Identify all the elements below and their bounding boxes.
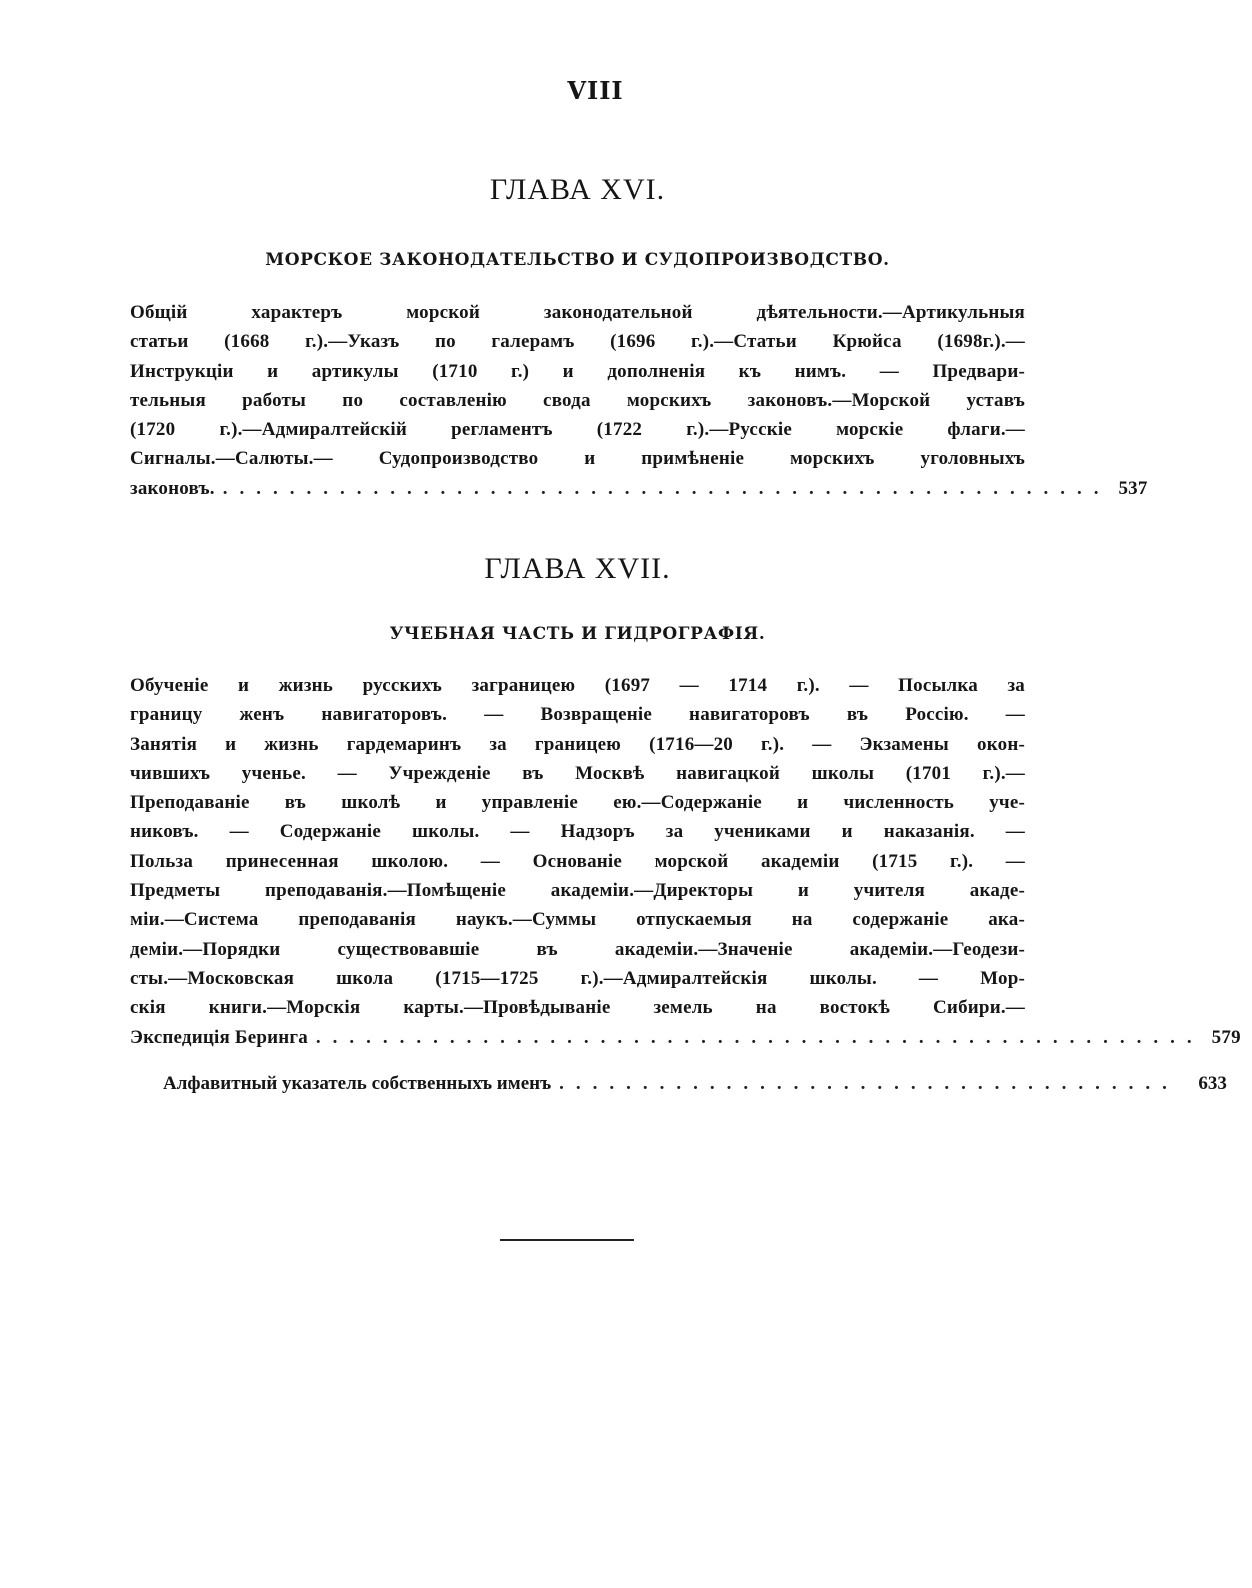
dot-leader: ..................................................... [315, 1026, 1204, 1048]
contents-line: Преподаваніе въ школѣ и управленіе ею.—Содержаніе и численность уче- [130, 792, 1025, 814]
contents-line: деміи.—Порядки существовавшіе въ академіи.—Значеніе академіи.—Геодези- [130, 938, 1025, 960]
chapter-contents [130, 671, 1241, 1052]
contents-line: Занятія и жизнь гардемаринъ за границею (1716—20 г.). — Экзамены окон- [130, 733, 1025, 755]
section-divider [500, 1239, 634, 1241]
chapter-contents [130, 298, 1148, 503]
contents-line: никовъ. — Содержаніе школы. — Надзоръ за учениками и наказанія. — [130, 821, 1025, 843]
contents-line: чившихъ ученье. — Учрежденіе въ Москвѣ навигацкой школы (1701 г.).— [130, 762, 1025, 784]
contents-line: скія книги.—Морскія карты.—Провѣдываніе земель на востокѣ Сибири.— [130, 997, 1025, 1019]
dot-leader: ..................................................... [222, 477, 1111, 499]
contents-line: Экспедиція Беринга [130, 1026, 308, 1048]
chapter-subtitle: УЧЕБНАЯ ЧАСТЬ И ГИДРОГРАФІЯ. [389, 624, 766, 644]
contents-line: Общій характеръ морской законодательной дѣятельности.—Артикульныя [130, 302, 1025, 323]
chapter-title: ГЛАВА XVII. [484, 552, 671, 585]
contents-line: Обученіе и жизнь русскихъ заграницею (1697 — 1714 г.). — Посылка за [130, 675, 1025, 696]
contents-line: границу женъ навигаторовъ. — Возвращеніе навигаторовъ въ Россію. — [130, 704, 1025, 726]
contents-line: Польза принесенная школою. — Основаніе морской академіи (1715 г.). — [130, 850, 1025, 872]
contents-line: Сигналы.—Салюты.— Судопроизводство и примѣненіе морскихъ уголовныхъ [130, 448, 1025, 470]
chapter-xvii [130, 549, 1241, 1052]
index-entry [163, 1073, 1227, 1095]
contents-line: тельныя работы по составленію свода морскихъ законовъ.—Морской уставъ [130, 389, 1025, 411]
contents-line: законовъ. [130, 477, 215, 499]
contents-line: сты.—Московская школа (1715—1725 г.).—Адмиралтейскія школы. — Мор- [130, 967, 1025, 989]
page-number: VIII [567, 76, 624, 105]
contents-line: статьи (1668 г.).—Указъ по галерамъ (1696 г.).—Статьи Крюйса (1698г.).— [130, 331, 1025, 353]
page-reference: 633 [1198, 1073, 1227, 1094]
dot-leader: ..................................... [559, 1073, 1179, 1094]
chapter-title: ГЛАВА XVI. [489, 173, 666, 206]
contents-line: міи.—Система преподаванія наукъ.—Суммы отпускаемыя на содержаніе ака- [130, 909, 1025, 931]
contents-line: Предметы преподаванія.—Помѣщеніе академіи.—Директоры и учителя акаде- [130, 880, 1025, 902]
contents-last-line [130, 1023, 1241, 1052]
contents-last-line [130, 474, 1148, 503]
contents-line: Инструкціи и артикулы (1710 г.) и дополненія къ нимъ. — Предвари- [130, 360, 1025, 382]
contents-line: (1720 г.).—Адмиралтейскій регламентъ (1722 г.).—Русскіе морскіе флаги.— [130, 419, 1025, 441]
index-label: Алфавитный указатель собственныхъ именъ [163, 1073, 552, 1094]
page-reference: 579 [1211, 1026, 1241, 1048]
page-reference: 537 [1118, 477, 1148, 499]
chapter-subtitle: МОРСКОЕ ЗАКОНОДАТЕЛЬСТВО И СУДОПРОИЗВОДСТВО. [265, 250, 890, 270]
chapter-xvi [130, 170, 1148, 503]
